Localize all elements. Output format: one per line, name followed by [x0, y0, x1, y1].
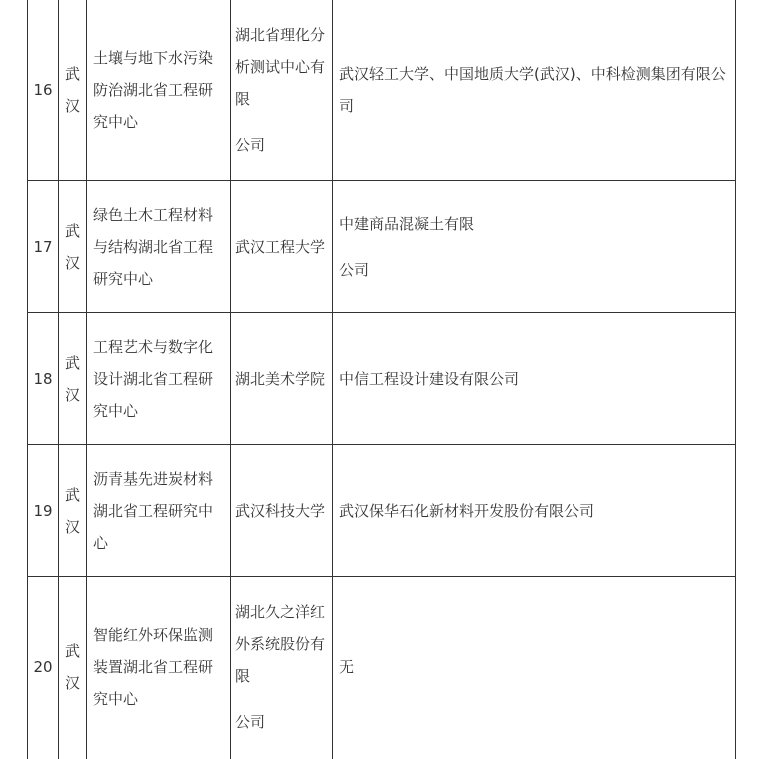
table-row: [28, 444, 735, 576]
city-cell: 武汉: [64, 353, 80, 404]
center-name-cell: 工程艺术与数字化设计湖北省工程研究中心: [93, 337, 214, 420]
table-row: [28, 576, 735, 757]
partner-units-cell: 中信工程设计建设有限公司: [339, 369, 520, 388]
city-cell: 武汉: [64, 65, 80, 115]
lead-unit-cell: 湖北美术学院: [235, 369, 326, 388]
partner-units-cell: 中建商品混凝土有限 公司: [339, 214, 475, 279]
table-row: [28, 312, 735, 444]
city-cell: 武汉: [64, 221, 80, 272]
center-name-cell: 绿色土木工程材料与结构湖北省工程研究中心: [93, 205, 214, 288]
center-name-cell: 智能红外环保监测装置湖北省工程研究中心: [93, 626, 214, 708]
lead-unit-cell: 湖北省理化分析测试中心有限 公司: [235, 26, 326, 154]
lead-unit-cell: 武汉科技大学: [235, 501, 326, 520]
row-number: 16: [33, 81, 53, 99]
lead-unit-cell: 武汉工程大学: [235, 237, 326, 256]
partner-units-cell: 无: [339, 658, 355, 676]
center-name-cell: 土壤与地下水污染防治湖北省工程研究中心: [93, 49, 214, 131]
table-row: [28, 0, 735, 180]
row-number: 18: [33, 369, 53, 388]
partner-units-cell: 武汉保华石化新材料开发股份有限公司: [339, 501, 595, 520]
center-name-cell: 沥青基先进炭材料湖北省工程研究中心: [93, 469, 214, 552]
lead-unit-cell: 湖北久之洋红外系统股份有限 公司: [235, 603, 326, 731]
city-cell: 武汉: [64, 485, 80, 536]
row-number: 20: [33, 658, 53, 676]
table-row: [28, 180, 735, 312]
city-cell: 武汉: [64, 642, 80, 692]
row-number: 17: [33, 237, 53, 256]
row-number: 19: [33, 501, 53, 520]
partner-units-cell: 武汉轻工大学、中国地质大学(武汉)、中科检测集团有限公司: [339, 65, 726, 115]
research-center-table: [27, 0, 736, 759]
